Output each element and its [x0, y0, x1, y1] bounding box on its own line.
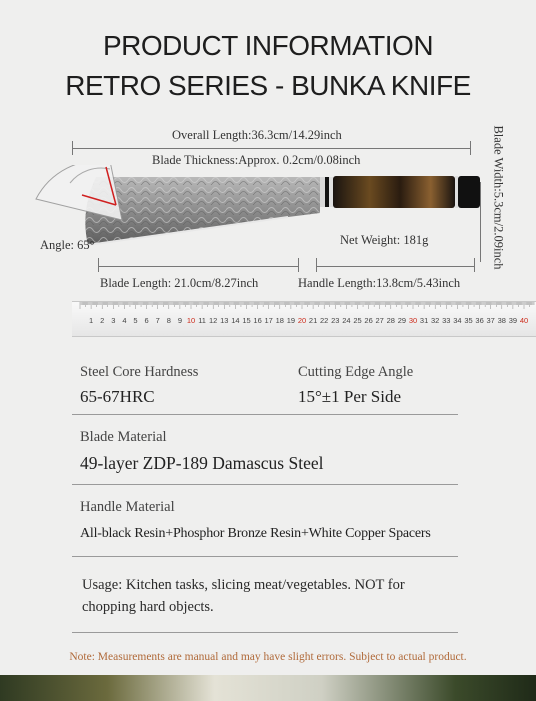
edge-angle-label: Cutting Edge Angle: [298, 364, 414, 380]
ruler-number: 3: [111, 316, 116, 325]
measuring-ruler: [72, 301, 536, 337]
angle-label: Angle: 65°: [40, 238, 95, 252]
ruler-scale: [72, 302, 536, 336]
ruler-number: 10: [186, 316, 196, 325]
ruler-number: 30: [408, 316, 418, 325]
blade-length-tick-left: [98, 258, 99, 272]
ruler-number: 23: [331, 316, 340, 325]
separator-2: [72, 484, 458, 485]
ruler-number: 1: [89, 316, 94, 325]
handle-material-value: All-black Resin+Phosphor Bronze Resin+White Copper Spacers: [80, 526, 431, 541]
ruler-number: 32: [431, 316, 440, 325]
overall-length-label: Overall Length:36.3cm/14.29inch: [172, 128, 342, 142]
ruler-number: 40: [519, 316, 529, 325]
ruler-number: 25: [353, 316, 362, 325]
ruler-number: 24: [342, 316, 351, 325]
blade-length-tick-right: [298, 258, 299, 272]
ruler-number: 2: [100, 316, 105, 325]
ruler-number: 33: [442, 316, 451, 325]
blade-width-line: [480, 182, 481, 262]
handle-length-tick-left: [316, 258, 317, 272]
ruler-number: 20: [297, 316, 307, 325]
ruler-number: 13: [220, 316, 229, 325]
ruler-number: 4: [122, 316, 127, 325]
edge-angle-value: 15°±1 Per Side: [298, 387, 402, 406]
ruler-number: 31: [419, 316, 429, 325]
usage-text: [82, 574, 405, 618]
decorative-bottom-image: [0, 675, 536, 701]
overall-length-tick-left: [72, 141, 73, 155]
overall-length-tick-right: [470, 141, 471, 155]
handle-length-tick-right: [474, 258, 475, 272]
ruler-number: 8: [166, 316, 171, 325]
separator-3: [72, 556, 458, 557]
handle-length-label: Handle Length:13.8cm/5.43inch: [298, 276, 461, 290]
ruler-number: 38: [497, 316, 506, 325]
overall-length-line: [72, 148, 470, 149]
ruler-number: 34: [453, 316, 462, 325]
usage-line-2: chopping hard objects.: [82, 599, 214, 615]
ruler-number: 26: [364, 316, 373, 325]
hardness-value: 65-67HRC: [80, 387, 155, 406]
ruler-number: 35: [464, 316, 473, 325]
ruler-number: 39: [508, 316, 518, 325]
page-subtitle: RETRO SERIES - BUNKA KNIFE: [65, 70, 471, 101]
handle-material-label: Handle Material: [80, 499, 175, 515]
ruler-number: 18: [275, 316, 284, 325]
ruler-number: 15: [242, 316, 251, 325]
ruler-number: 12: [209, 316, 218, 325]
ruler-number: 29: [397, 316, 407, 325]
blade-material-label: Blade Material: [80, 429, 167, 445]
blade-width-label: Blade Width:5.3cm/2.09inch: [491, 125, 506, 270]
ruler-number: 5: [133, 316, 138, 325]
ruler-number: 22: [320, 316, 329, 325]
blade-material-value: 49-layer ZDP-189 Damascus Steel: [80, 453, 324, 473]
page-title: PRODUCT INFORMATION: [102, 30, 434, 61]
separator-4: [72, 632, 458, 633]
blade-length-line: [98, 266, 298, 267]
ruler-number: 36: [475, 316, 484, 325]
ruler-number: 27: [375, 316, 384, 325]
ruler-number: 19: [286, 316, 296, 325]
ruler-number: 7: [155, 316, 160, 325]
ruler-number: 14: [231, 316, 240, 325]
blade-thickness-label: Blade Thickness:Approx. 0.2cm/0.08inch: [152, 153, 361, 167]
hardness-label: Steel Core Hardness: [80, 364, 199, 380]
separator-1: [72, 414, 458, 415]
handle-length-line: [316, 266, 474, 267]
ruler-number: 28: [386, 316, 395, 325]
ruler-number: 16: [253, 316, 262, 325]
ruler-number: 6: [144, 316, 149, 325]
ruler-number: 37: [486, 316, 495, 325]
ruler-number: 17: [264, 316, 273, 325]
ruler-number: 11: [198, 316, 206, 325]
disclaimer-note: Note: Measurements are manual and may have slight errors. Subject to actual product.: [69, 651, 467, 663]
ruler-number: 21: [308, 316, 318, 325]
blade-length-label: Blade Length: 21.0cm/8.27inch: [100, 276, 259, 290]
net-weight-label: Net Weight: 181g: [340, 233, 429, 247]
usage-line-1: Usage: Kitchen tasks, slicing meat/vegetables. NOT for: [82, 577, 405, 593]
ruler-number: 9: [177, 316, 182, 325]
